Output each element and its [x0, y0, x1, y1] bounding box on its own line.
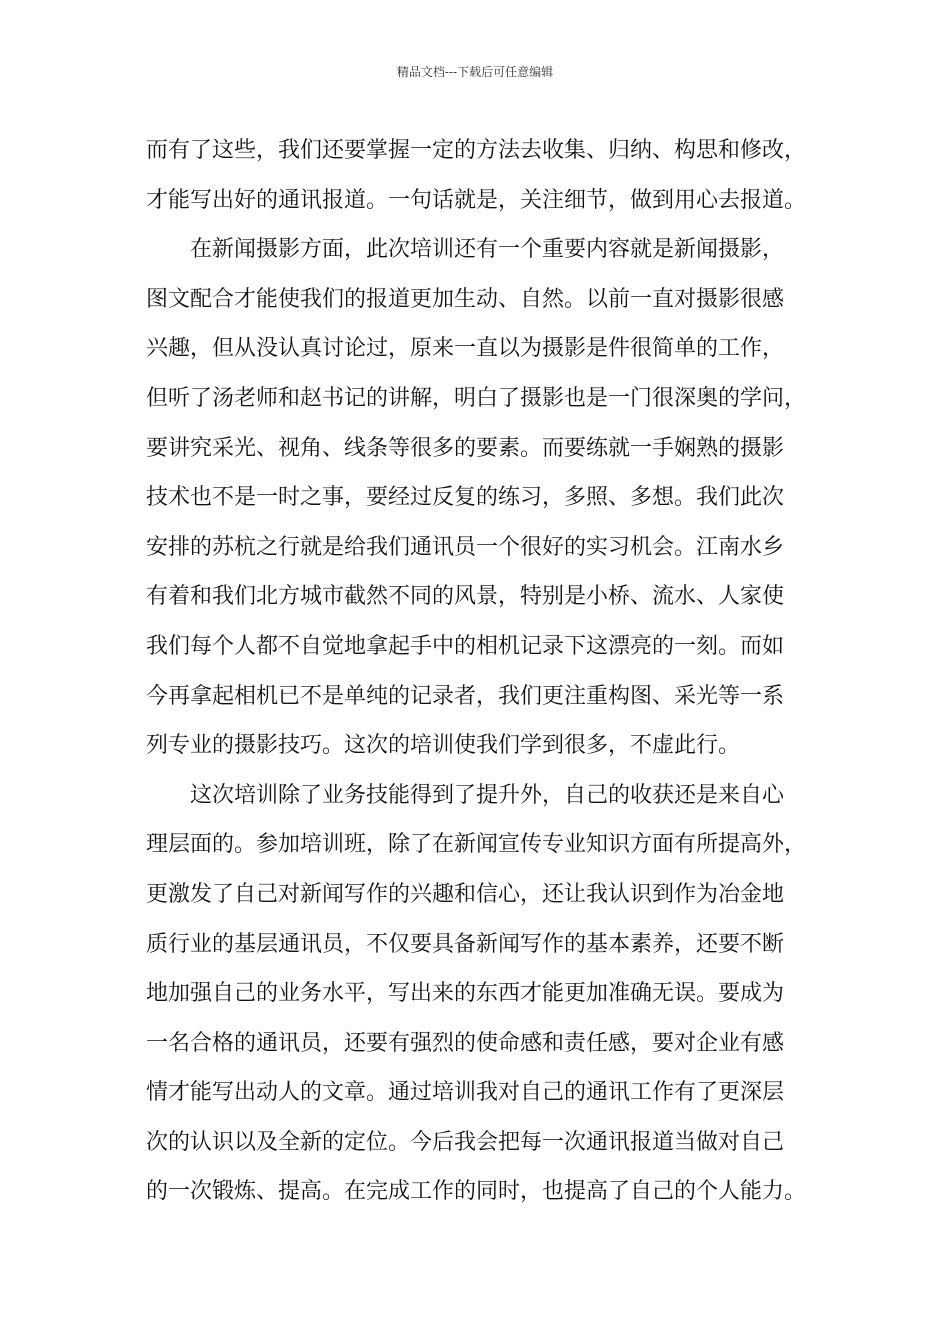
paragraph-3-line-7: 情才能写出动人的文章。通过培训我对自己的通讯工作有了更深层 — [146, 1080, 785, 1106]
paragraph-3-line-2: 理层面的。参加培训班，除了在新闻宣传专业知识方面有所提高外， — [146, 832, 807, 858]
paragraph-1-line-2: 才能写出好的通讯报道。一句话就是，关注细节，做到用心去报道。 — [146, 187, 807, 213]
paragraph-3-line-3: 更激发了自己对新闻写作的兴趣和信心，还让我认识到作为冶金地 — [146, 881, 785, 907]
paragraph-2-line-11: 列专业的摄影技巧。这次的培训使我们学到很多，不虚此行。 — [146, 733, 741, 759]
document-body — [146, 126, 826, 1217]
page-header: 精品文档---下载后可任意编辑 — [396, 65, 554, 79]
paragraph-1-line-1: 而有了这些，我们还要掌握一定的方法去收集、归纳、构思和修改， — [146, 138, 807, 163]
paragraph-2-line-3: 兴趣，但从没认真讨论过，原来一直以为摄影是件很简单的工作， — [146, 336, 785, 362]
paragraph-2-line-5: 要讲究采光、视角、线条等很多的要素。而要练就一手娴熟的摄影 — [146, 435, 785, 461]
paragraph-2-line-2: 图文配合才能使我们的报道更加生动、自然。以前一直对摄影很感 — [146, 286, 785, 312]
paragraph-3-line-5: 地加强自己的业务水平，写出来的东西才能更加准确无误。要成为 — [146, 981, 785, 1007]
paragraph-3-line-4: 质行业的基层通讯员，不仅要具备新闻写作的基本素养，还要不断 — [146, 931, 785, 957]
paragraph-2-line-8: 有着和我们北方城市截然不同的风景，特别是小桥、流水、人家使 — [146, 584, 785, 610]
paragraph-3-line-8: 次的认识以及全新的定位。今后我会把每一次通讯报道当做对自己 — [146, 1129, 785, 1155]
paragraph-3-line-9: 的一次锻炼、提高。在完成工作的同时，也提高了自己的个人能力。 — [146, 1179, 807, 1205]
paragraph-2-line-4: 但听了汤老师和赵书记的讲解，明白了摄影也是一门很深奥的学问， — [146, 385, 807, 411]
paragraph-2-line-9: 我们每个人都不自觉地拿起手中的相机记录下这漂亮的一刻。而如 — [146, 633, 785, 659]
paragraph-3-line-6: 一名合格的通讯员，还要有强烈的使命感和责任感，要对企业有感 — [146, 1030, 785, 1056]
paragraph-3-line-1: 这次培训除了业务技能得到了提升外，自己的收获还是来自心 — [190, 782, 785, 808]
paragraph-2-line-7: 安排的苏杭之行就是给我们通讯员一个很好的实习机会。江南水乡 — [146, 534, 785, 560]
paragraph-2-line-6: 技术也不是一时之事，要经过反复的练习，多照、多想。我们此次 — [146, 485, 785, 511]
paragraph-2-line-1: 在新闻摄影方面，此次培训还有一个重要内容就是新闻摄影， — [190, 237, 785, 263]
paragraph-2-line-10: 今再拿起相机已不是单纯的记录者，我们更注重构图、采光等一系 — [146, 683, 785, 709]
